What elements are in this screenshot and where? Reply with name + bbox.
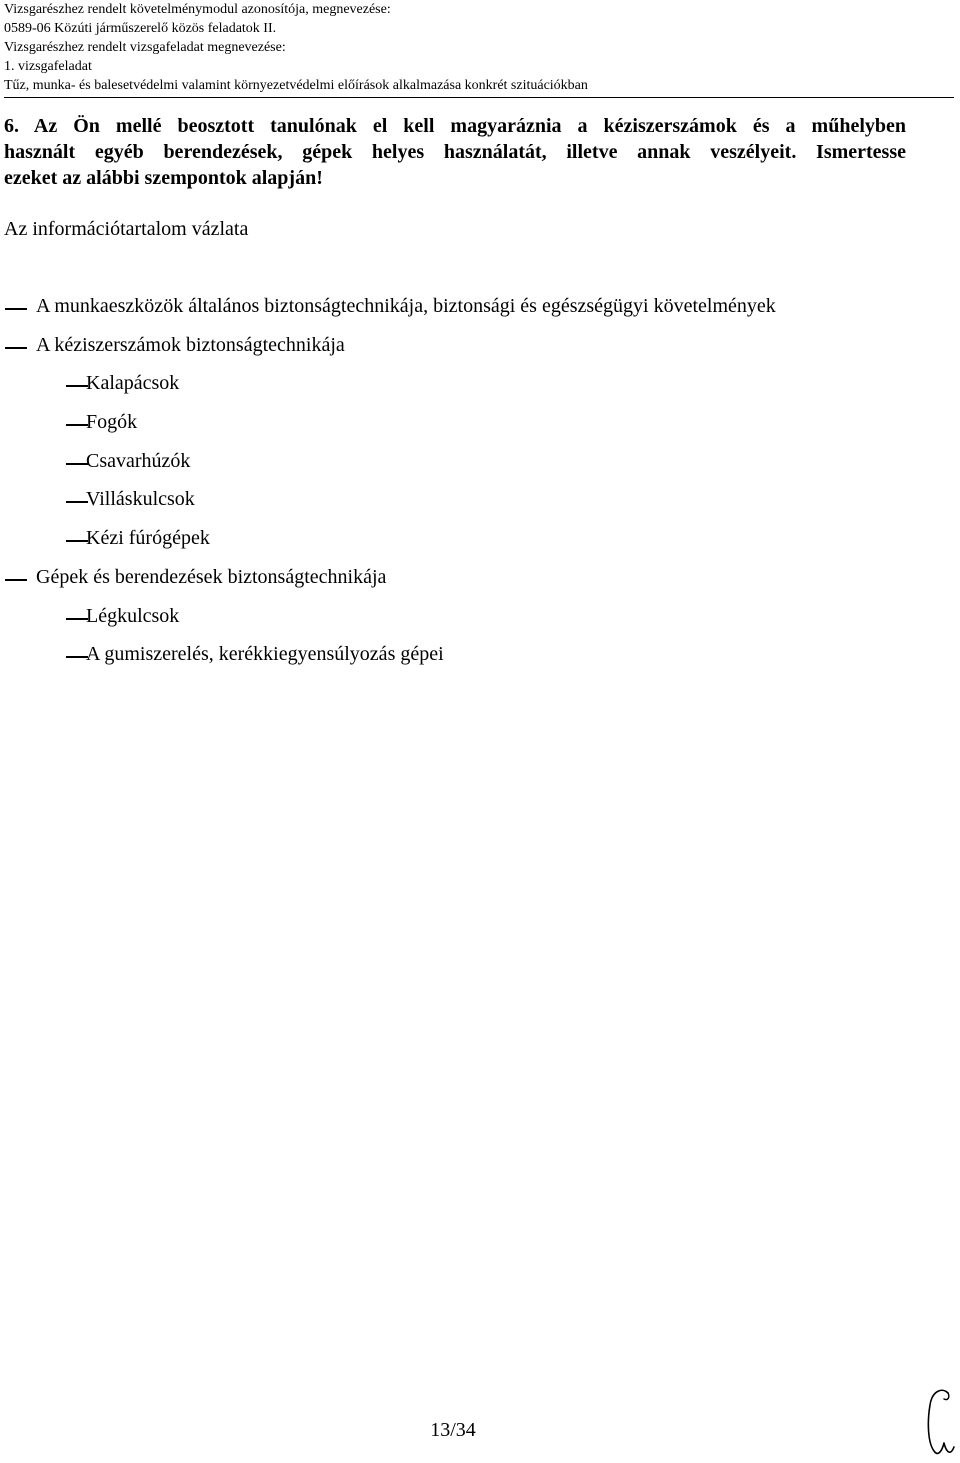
header-line-task-name: Tűz, munka- és balesetvédelmi valamint környezetvédelmi előírások alkalmazása konkrét szituációkban bbox=[4, 78, 588, 93]
dash-bullet-icon bbox=[66, 424, 88, 426]
dash-bullet-icon bbox=[5, 579, 27, 581]
dash-bullet-icon bbox=[66, 385, 88, 387]
outline-subitem-text: Kézi fúrógépek bbox=[86, 527, 210, 550]
header-line-module-name: 0589-06 Közúti járműszerelő közös feladatok II. bbox=[4, 21, 277, 36]
handwritten-signature bbox=[920, 1385, 960, 1460]
outline-subitem bbox=[0, 525, 960, 564]
header-line-module-label: Vizsgarészhez rendelt követelménymodul azonosítója, megnevezése: bbox=[4, 2, 391, 17]
outline-subitem bbox=[0, 370, 960, 409]
outline-subitem-text: Villáskulcsok bbox=[86, 488, 195, 511]
dash-bullet-icon bbox=[66, 618, 88, 620]
outline-item bbox=[0, 293, 960, 332]
outline-subitem bbox=[0, 641, 960, 680]
outline-subitem bbox=[0, 448, 960, 487]
outline-item-text: A kéziszerszámok biztonságtechnikája bbox=[36, 333, 345, 356]
outline-item bbox=[0, 564, 960, 603]
dash-bullet-icon bbox=[66, 540, 88, 542]
outline-list bbox=[0, 293, 960, 680]
header-line-task-number: 1. vizsgafeladat bbox=[4, 59, 92, 74]
outline-title: Az információtartalom vázlata bbox=[4, 218, 249, 240]
question-line-1: 6. Az Ön mellé beosztott tanulónak el kell magyaráznia a kéziszerszámok és a műhelyben bbox=[4, 115, 906, 137]
dash-bullet-icon bbox=[5, 308, 27, 310]
outline-subitem-text: Légkulcsok bbox=[86, 604, 180, 627]
page-header bbox=[4, 0, 954, 98]
outline-subitem bbox=[0, 486, 960, 525]
dash-bullet-icon bbox=[5, 347, 27, 349]
dash-bullet-icon bbox=[66, 463, 88, 465]
outline-subitem-text: Csavarhúzók bbox=[86, 449, 191, 472]
outline-item-text: Gépek és berendezések biztonságtechnikája bbox=[36, 565, 387, 588]
outline-subitem-text: Fogók bbox=[86, 411, 138, 434]
question-line-2: használt egyéb berendezések, gépek helyes használatát, illetve annak veszélyeit. Ismertesse bbox=[4, 141, 906, 163]
question-line-3: ezeket az alábbi szempontok alapján! bbox=[4, 167, 323, 189]
outline-subitem-text: Kalapácsok bbox=[86, 372, 180, 395]
dash-bullet-icon bbox=[66, 656, 88, 658]
page-number: 13/34 bbox=[430, 1419, 476, 1441]
outline-item bbox=[0, 332, 960, 371]
header-line-task-label: Vizsgarészhez rendelt vizsgafeladat megnevezése: bbox=[4, 40, 286, 55]
dash-bullet-icon bbox=[66, 501, 88, 503]
outline-subitem bbox=[0, 603, 960, 642]
outline-subitem bbox=[0, 409, 960, 448]
outline-subitem-text: A gumiszerelés, kerékkiegyensúlyozás gépei bbox=[86, 643, 444, 666]
outline-item-text: A munkaeszközök általános biztonságtechnikája, biztonsági és egészségügyi követelmények bbox=[36, 295, 776, 317]
question-text bbox=[4, 113, 906, 191]
